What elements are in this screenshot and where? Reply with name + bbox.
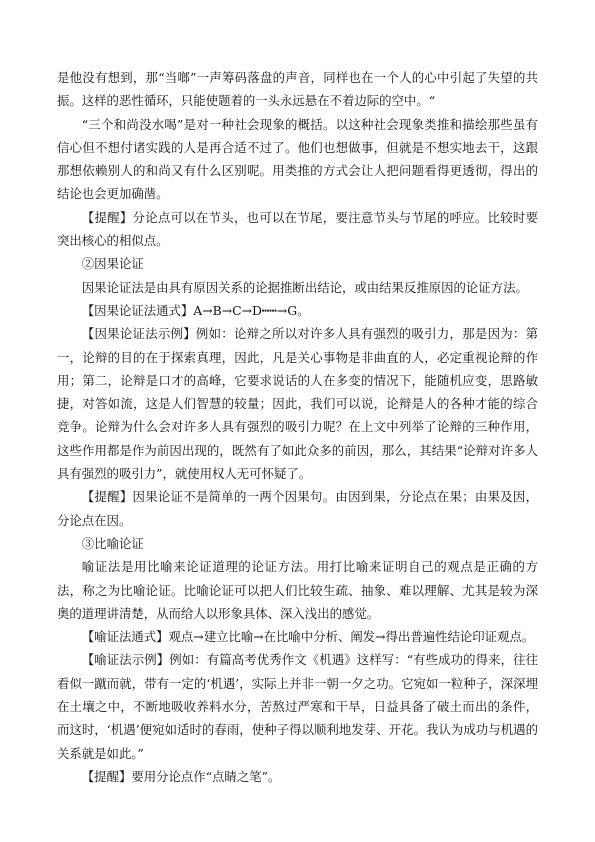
paragraph-reminder-causal: 【提醒】因果论证不是简单的一两个因果句。由因到果，分论点在果；由果及因，分论点在因。 [57, 489, 538, 528]
paragraph-reminder-metaphor: 【提醒】要用分论点作“点睛之笔”。 [81, 768, 281, 784]
paragraph-metaphor-formula: 【喻证法通式】观点→建立比喻→在比喻中分析、阐发→得出普遍性结论印证观点。 [81, 629, 535, 645]
document-page [57, 66, 538, 788]
paragraph-metaphor-example: 【喻证法示例】例如：有篇高考优秀作文《机遇》这样写：“有些成功的得来，往往看似一蹴而就，带有一定的‘机遇’，实际上并非一朝一夕之功。它宛如一粒种子，深深埋在土壤之中，不断地吸收养料水分，苦熬过严寒和干旱，日益具备了破土而出的条件，而这时，‘机遇’便宛如适时的春雨，使种子得以顺利地发芽、开花。我认为成功与机遇的关系就是如此。” [57, 652, 538, 761]
paragraph-causal-definition: 因果论证法是由具有原因关系的论据推断出结论，或由结果反推原因的论证方法。 [81, 279, 528, 295]
heading-causal-argument: ②因果论证 [81, 256, 144, 272]
paragraph-causal-example: 【因果论证法示例】例如：论辩之所以对许多人具有强烈的吸引力，那是因为：第一，论辩的目的在于探索真理，因此，凡是关心事物是非曲直的人，必定重视论辩的作用；第二，论辩是口才的高峰，它要求说话的人在多变的情况下，能随机应变，思路敏捷，对答如流，这是人们智慧的较量；因此，我们可以说，论辩是人的各种才能的综合竞争。论辩为什么会对许多人具有强烈的吸引力呢？在上文中列举了论辩的三种作用，这些作用都是作为前因出现的，既然有了如此众多的前因，那么，其结果“论辩对许多人具有强烈的吸引力”，就使用权人无可怀疑了。 [57, 326, 538, 482]
paragraph-continuation: 是他没有想到，那“当啷”一声筹码落盘的声音，同样也在一个人的心中引起了失望的共振。这样的恶性循环，只能使题着的一头永远悬在不着边际的空中。“ [57, 70, 538, 109]
heading-metaphor-argument: ③比喻论证 [81, 535, 144, 551]
paragraph-reminder-analogy: 【提醒】分论点可以在节头，也可以在节尾，要注意节头与节尾的呼应。比较时要突出核心的相似点。 [57, 209, 538, 249]
paragraph-metaphor-definition: 喻证法是用比喻来论证道理的论证方法。用打比喻来证明自己的观点是正确的方法，称之为比喻论证。比喻论证可以把人们比较生疏、抽象、难以理解、尤其是较为深奥的道理讲清楚，从而给人以形象具体、深入浅出的感觉。 [57, 559, 538, 621]
paragraph-analogy-example: “三个和尚没水喝”是对一种社会现象的概括。以这种社会现象类推和描绘那些虽有信心但不想付诸实践的人是再合适不过了。他们也想做事，但就是不想实地去干，这跟那想依赖别人的和尚又有什么区别呢。用类推的方式会让人把问题看得更透彻，得出的结论也会更加确凿。 [57, 116, 538, 202]
paragraph-causal-formula: 【因果论证法通式】A→B→C→D┅┅→G。 [81, 302, 310, 318]
